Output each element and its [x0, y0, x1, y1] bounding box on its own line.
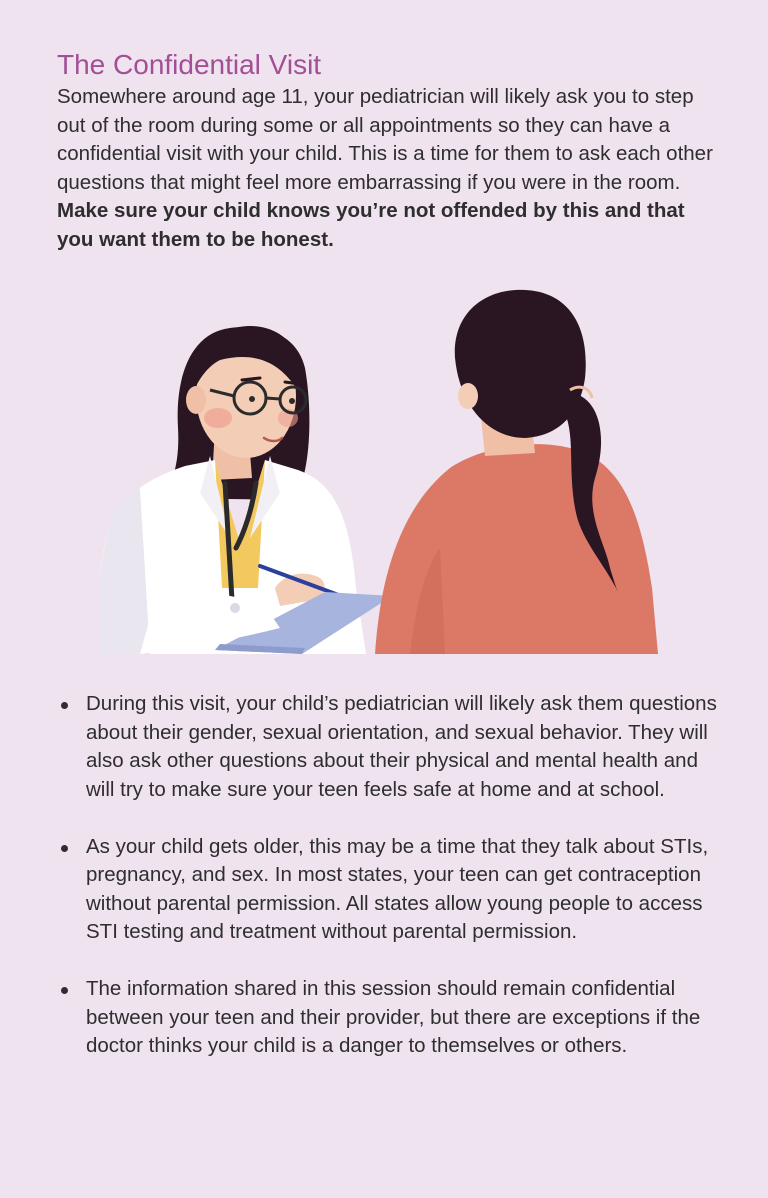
bullet-icon	[61, 987, 68, 994]
bullet-text: The information shared in this session should remain confidential between your teen and their provider, but there are exceptions if the doctor thinks your child is a danger to themselves or others.	[86, 977, 701, 1057]
doctor-patient-illustration	[80, 288, 670, 654]
info-bullet-list	[57, 690, 720, 1089]
bullet-icon	[61, 702, 68, 709]
intro-paragraph	[57, 83, 720, 255]
patient-figure	[375, 290, 658, 654]
list-item	[57, 833, 720, 947]
list-item	[57, 975, 720, 1061]
bullet-icon	[61, 845, 68, 852]
intro-emphasis: Make sure your child knows you’re not offended by this and that you want them to be honest.	[57, 199, 685, 251]
intro-text: Somewhere around age 11, your pediatrician will likely ask you to step out of the room during some or all appointments so they can have a confidential visit with your child. This is a time for them to ask each other questions that might feel more embarrassing if you were in the room.	[57, 85, 713, 194]
page-title: The Confidential Visit	[57, 49, 322, 80]
bullet-text: As your child gets older, this may be a time that they talk about STIs, pregnancy, and sex. In most states, your teen can get contraception without parental permission. All states allow young people to access STI testing and treatment without parental permission.	[86, 834, 709, 943]
bullet-text: During this visit, your child’s pediatrician will likely ask them questions about their gender, sexual orientation, and sexual behavior. They will also ask other questions about their physical and mental health and will try to make sure your teen feels safe at home and at school.	[86, 692, 717, 801]
list-item	[57, 690, 720, 804]
doctor-figure	[100, 326, 392, 654]
